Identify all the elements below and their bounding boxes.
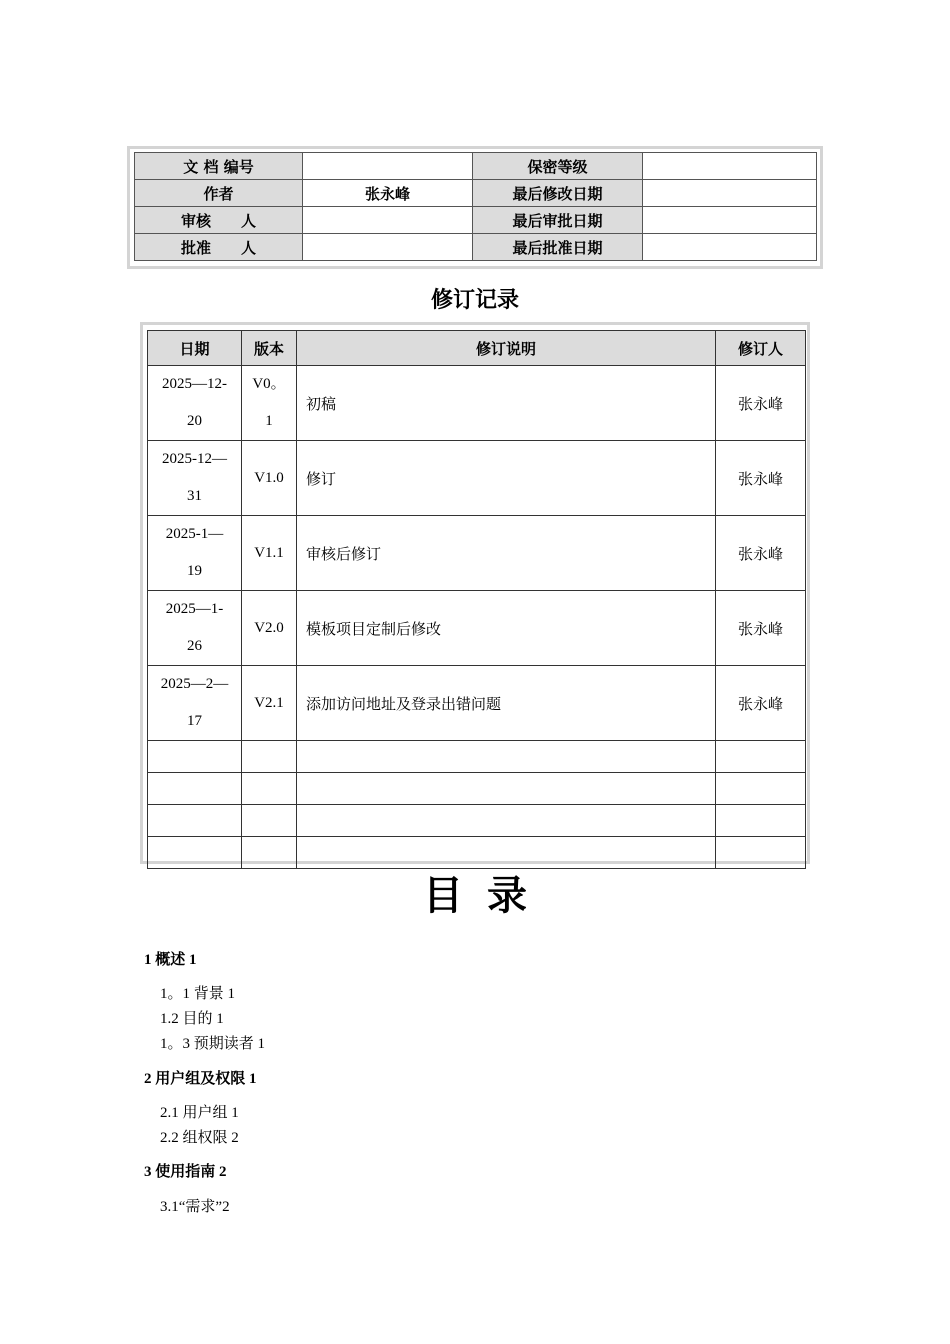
empty-cell bbox=[148, 773, 242, 805]
revision-description: 审核后修订 bbox=[297, 516, 716, 591]
version-column-header: 版本 bbox=[242, 331, 297, 366]
info-row bbox=[135, 180, 817, 207]
empty-cell bbox=[148, 805, 242, 837]
revision-date-line: 20 bbox=[187, 413, 202, 429]
revision-date bbox=[148, 666, 242, 741]
empty-cell bbox=[297, 773, 716, 805]
revision-empty-row bbox=[148, 741, 806, 773]
last-modified-label: 最后修改日期 bbox=[473, 180, 643, 207]
document-info-table bbox=[127, 146, 823, 269]
security-level-value bbox=[643, 153, 817, 180]
revision-table bbox=[140, 322, 810, 864]
revision-date-line: 26 bbox=[187, 638, 202, 654]
empty-cell bbox=[297, 805, 716, 837]
toc-section-1[interactable]: 1 概述 1 bbox=[144, 952, 197, 968]
empty-cell bbox=[242, 805, 297, 837]
revision-row bbox=[148, 441, 806, 516]
toc-section-3[interactable]: 3 使用指南 2 bbox=[144, 1164, 227, 1180]
info-row bbox=[135, 234, 817, 261]
revision-date bbox=[148, 516, 242, 591]
empty-cell bbox=[716, 805, 806, 837]
revision-version-line: V0。 bbox=[252, 376, 286, 392]
date-column-header: 日期 bbox=[148, 331, 242, 366]
revision-date-line: 19 bbox=[187, 563, 202, 579]
doc-number-value bbox=[303, 153, 473, 180]
document-info-grid bbox=[134, 152, 817, 261]
revision-row bbox=[148, 366, 806, 441]
empty-cell bbox=[242, 773, 297, 805]
last-approval-label: 最后批准日期 bbox=[473, 234, 643, 261]
revision-date-line: 2025—2— bbox=[160, 676, 229, 692]
revision-version: V2.1 bbox=[242, 666, 297, 741]
last-review-label: 最后审批日期 bbox=[473, 207, 643, 234]
revision-description: 初稿 bbox=[297, 366, 716, 441]
toc-item[interactable]: 1。3 预期读者 1 bbox=[160, 1036, 266, 1052]
toc-section-2[interactable]: 2 用户组及权限 1 bbox=[144, 1071, 257, 1087]
revision-version bbox=[242, 366, 297, 441]
toc-item[interactable]: 3.1“需求”2 bbox=[160, 1199, 230, 1215]
revision-date bbox=[148, 366, 242, 441]
revision-date-line: 2025—1- bbox=[165, 601, 224, 617]
toc-item[interactable]: 1。1 背景 1 bbox=[160, 986, 236, 1002]
revision-version: V2.0 bbox=[242, 591, 297, 666]
revision-row bbox=[148, 591, 806, 666]
toc-item[interactable]: 2.2 组权限 2 bbox=[160, 1130, 239, 1146]
revision-author: 张永峰 bbox=[716, 591, 806, 666]
revision-date-line: 2025—12- bbox=[162, 376, 227, 392]
approver-label: 批准 人 bbox=[135, 234, 303, 261]
revision-date bbox=[148, 441, 242, 516]
author-value: 张永峰 bbox=[303, 180, 473, 207]
toc-item[interactable]: 2.1 用户组 1 bbox=[160, 1105, 239, 1121]
security-level-label: 保密等级 bbox=[473, 153, 643, 180]
doc-number-label: 文 档 编号 bbox=[135, 153, 303, 180]
revision-version: V1.1 bbox=[242, 516, 297, 591]
revision-date-line: 2025-12— bbox=[162, 451, 227, 467]
author-label: 作者 bbox=[135, 180, 303, 207]
revision-empty-row bbox=[148, 805, 806, 837]
last-review-value bbox=[643, 207, 817, 234]
empty-cell bbox=[716, 773, 806, 805]
revision-row bbox=[148, 516, 806, 591]
revision-date bbox=[148, 591, 242, 666]
approver-value bbox=[303, 234, 473, 261]
revision-description: 添加访问地址及登录出错问题 bbox=[297, 666, 716, 741]
revision-record-title: 修订记录 bbox=[430, 288, 519, 313]
revision-row bbox=[148, 666, 806, 741]
empty-cell bbox=[297, 741, 716, 773]
revision-date-line: 31 bbox=[187, 488, 202, 504]
info-row bbox=[135, 207, 817, 234]
revision-author: 张永峰 bbox=[716, 516, 806, 591]
revision-description: 模板项目定制后修改 bbox=[297, 591, 716, 666]
revision-version: V1.0 bbox=[242, 441, 297, 516]
description-column-header: 修订说明 bbox=[297, 331, 716, 366]
revision-version-line: 1 bbox=[265, 413, 273, 429]
last-approval-value bbox=[643, 234, 817, 261]
toc-title: 目录 bbox=[423, 873, 551, 919]
revision-date-line: 2025-1— bbox=[165, 526, 224, 542]
revision-empty-row bbox=[148, 773, 806, 805]
info-row bbox=[135, 153, 817, 180]
revision-description: 修订 bbox=[297, 441, 716, 516]
reviewer-value bbox=[303, 207, 473, 234]
revision-author: 张永峰 bbox=[716, 366, 806, 441]
revision-date-line: 17 bbox=[187, 713, 202, 729]
toc-item[interactable]: 1.2 目的 1 bbox=[160, 1011, 224, 1027]
reviewer-label: 审核 人 bbox=[135, 207, 303, 234]
revision-grid bbox=[147, 330, 806, 869]
last-modified-value bbox=[643, 180, 817, 207]
revision-author: 张永峰 bbox=[716, 441, 806, 516]
author-column-header: 修订人 bbox=[716, 331, 806, 366]
empty-cell bbox=[242, 741, 297, 773]
empty-cell bbox=[716, 741, 806, 773]
revision-author: 张永峰 bbox=[716, 666, 806, 741]
revision-header-row bbox=[148, 331, 806, 366]
empty-cell bbox=[148, 741, 242, 773]
